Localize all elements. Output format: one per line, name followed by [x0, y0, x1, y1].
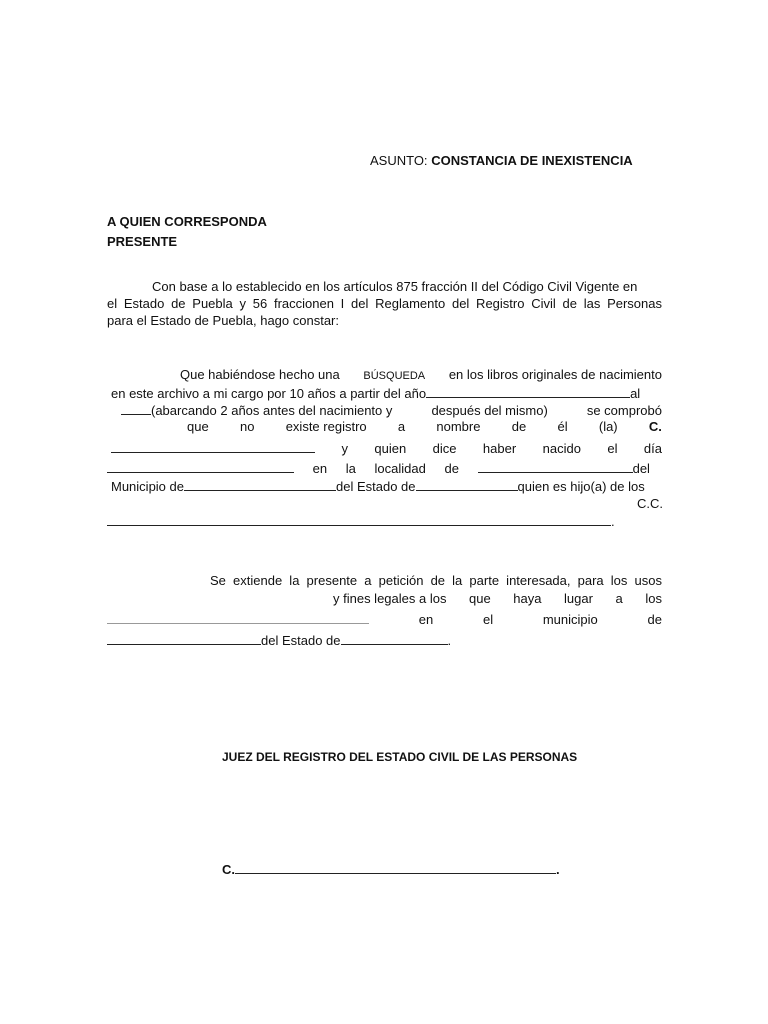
para3-line-1: Se extiende la presente a petición de la parte interesada, para los usos — [210, 573, 662, 588]
p2l6-3: de — [444, 461, 459, 476]
p2l4-1: no — [239, 419, 255, 434]
p3l3-0: en — [418, 612, 434, 627]
signature-line: C. . — [222, 862, 560, 877]
para3-line-3 — [107, 611, 662, 628]
para1-line-3: para el Estado de Puebla, hago constar: — [107, 313, 339, 328]
p2l6-0: en — [312, 461, 328, 476]
asunto-label: ASUNTO: — [370, 153, 428, 168]
p2l5-2: dice — [432, 441, 457, 456]
para2-line-4 — [187, 419, 662, 435]
para2-line-7 — [111, 478, 645, 495]
para2-l3c: se comprobó — [586, 403, 662, 418]
p2l5-4: nacido — [542, 441, 581, 456]
usos-blank[interactable] — [107, 611, 369, 624]
p2l7c: quien es hijo(a) de los — [517, 479, 645, 494]
para2-l1a: Que habiéndose hecho una — [180, 367, 340, 382]
para1-line-2: el Estado de Puebla y 56 fraccionen I del Reglamento del Registro Civil de las Personas — [107, 296, 662, 311]
p3l2-0: y fines legales a los — [333, 591, 447, 606]
para3-line-4: del Estado de . — [107, 632, 451, 649]
p3l2-3: lugar — [564, 591, 593, 606]
p2l4-7: (la) — [598, 419, 618, 434]
p3l3-1: el — [482, 612, 494, 627]
para2-line-8: C.C. — [637, 496, 663, 511]
para2-line-9: . — [107, 513, 615, 530]
salutation-line-2: PRESENTE — [107, 234, 178, 249]
p2l4-3: a — [397, 419, 406, 434]
p2l4-6: él — [557, 419, 568, 434]
p2l4-c: C. — [648, 419, 662, 434]
signature-prefix: C. — [222, 862, 235, 877]
p2l5-5: el — [607, 441, 618, 456]
p2l4-0: que — [187, 419, 209, 434]
p2l6-2: localidad — [374, 461, 426, 476]
parents-blank[interactable] — [107, 513, 611, 526]
estado2-blank[interactable] — [341, 632, 448, 645]
p2l7b: del Estado de — [336, 479, 416, 494]
estado-blank[interactable] — [416, 478, 518, 491]
signature-blank[interactable] — [235, 861, 556, 874]
p3l3-3: de — [647, 612, 662, 627]
p3l2-2: haya — [513, 591, 542, 606]
p2l5-3: haber — [482, 441, 517, 456]
municipio2-blank[interactable] — [107, 632, 261, 645]
name-blank[interactable] — [111, 440, 315, 453]
p3l2-1: que — [469, 591, 491, 606]
p2l4-2: existe registro — [285, 419, 367, 434]
p2l5-1: quien — [374, 441, 407, 456]
p2l5-6: día — [643, 441, 662, 456]
para2-l2b: al — [630, 386, 641, 401]
asunto-value: CONSTANCIA DE INEXISTENCIA — [431, 153, 633, 168]
birth-day-blank[interactable] — [107, 460, 294, 473]
year-blank[interactable] — [426, 385, 630, 398]
p2l6-1: la — [345, 461, 356, 476]
para2-l1c: en los libros originales de nacimiento — [448, 367, 662, 382]
para2-l3a: (abarcando 2 años antes del nacimiento y — [151, 403, 393, 418]
para2-line-3 — [121, 402, 662, 419]
para2-l3b: después del mismo) — [431, 403, 548, 418]
p3l2-4: a — [615, 591, 623, 606]
para2-l2a: en este archivo a mi cargo por 10 años a partir del año — [111, 386, 427, 401]
p3l3-2: municipio — [542, 612, 598, 627]
para3-line-2 — [333, 591, 662, 607]
year-end-blank[interactable] — [121, 402, 151, 415]
p2l6b: del — [632, 461, 650, 476]
para2-line-6 — [107, 460, 650, 477]
p2l5-0: y — [341, 441, 348, 456]
p2l7a: Municipio de — [111, 479, 184, 494]
para2-line-5 — [111, 440, 662, 457]
salutation-line-1: A QUIEN CORRESPONDA — [107, 214, 267, 229]
p3l2-5: los — [645, 591, 662, 606]
municipio-blank[interactable] — [184, 478, 336, 491]
para2-line-2 — [111, 385, 640, 402]
locality-blank[interactable] — [478, 460, 633, 473]
p2l4-4: nombre — [436, 419, 481, 434]
p3l4: del Estado de — [261, 633, 341, 648]
p2l4-5: de — [511, 419, 527, 434]
busqueda-word: BÚSQUEDA — [363, 370, 426, 382]
juez-title: JUEZ DEL REGISTRO DEL ESTADO CIVIL DE LAS PERSONAS — [222, 750, 578, 764]
asunto-line — [370, 153, 633, 169]
para2-line-1 — [180, 367, 662, 384]
para1-line-1: Con base a lo establecido en los artículos 875 fracción II del Código Civil Vigente en — [152, 279, 638, 294]
